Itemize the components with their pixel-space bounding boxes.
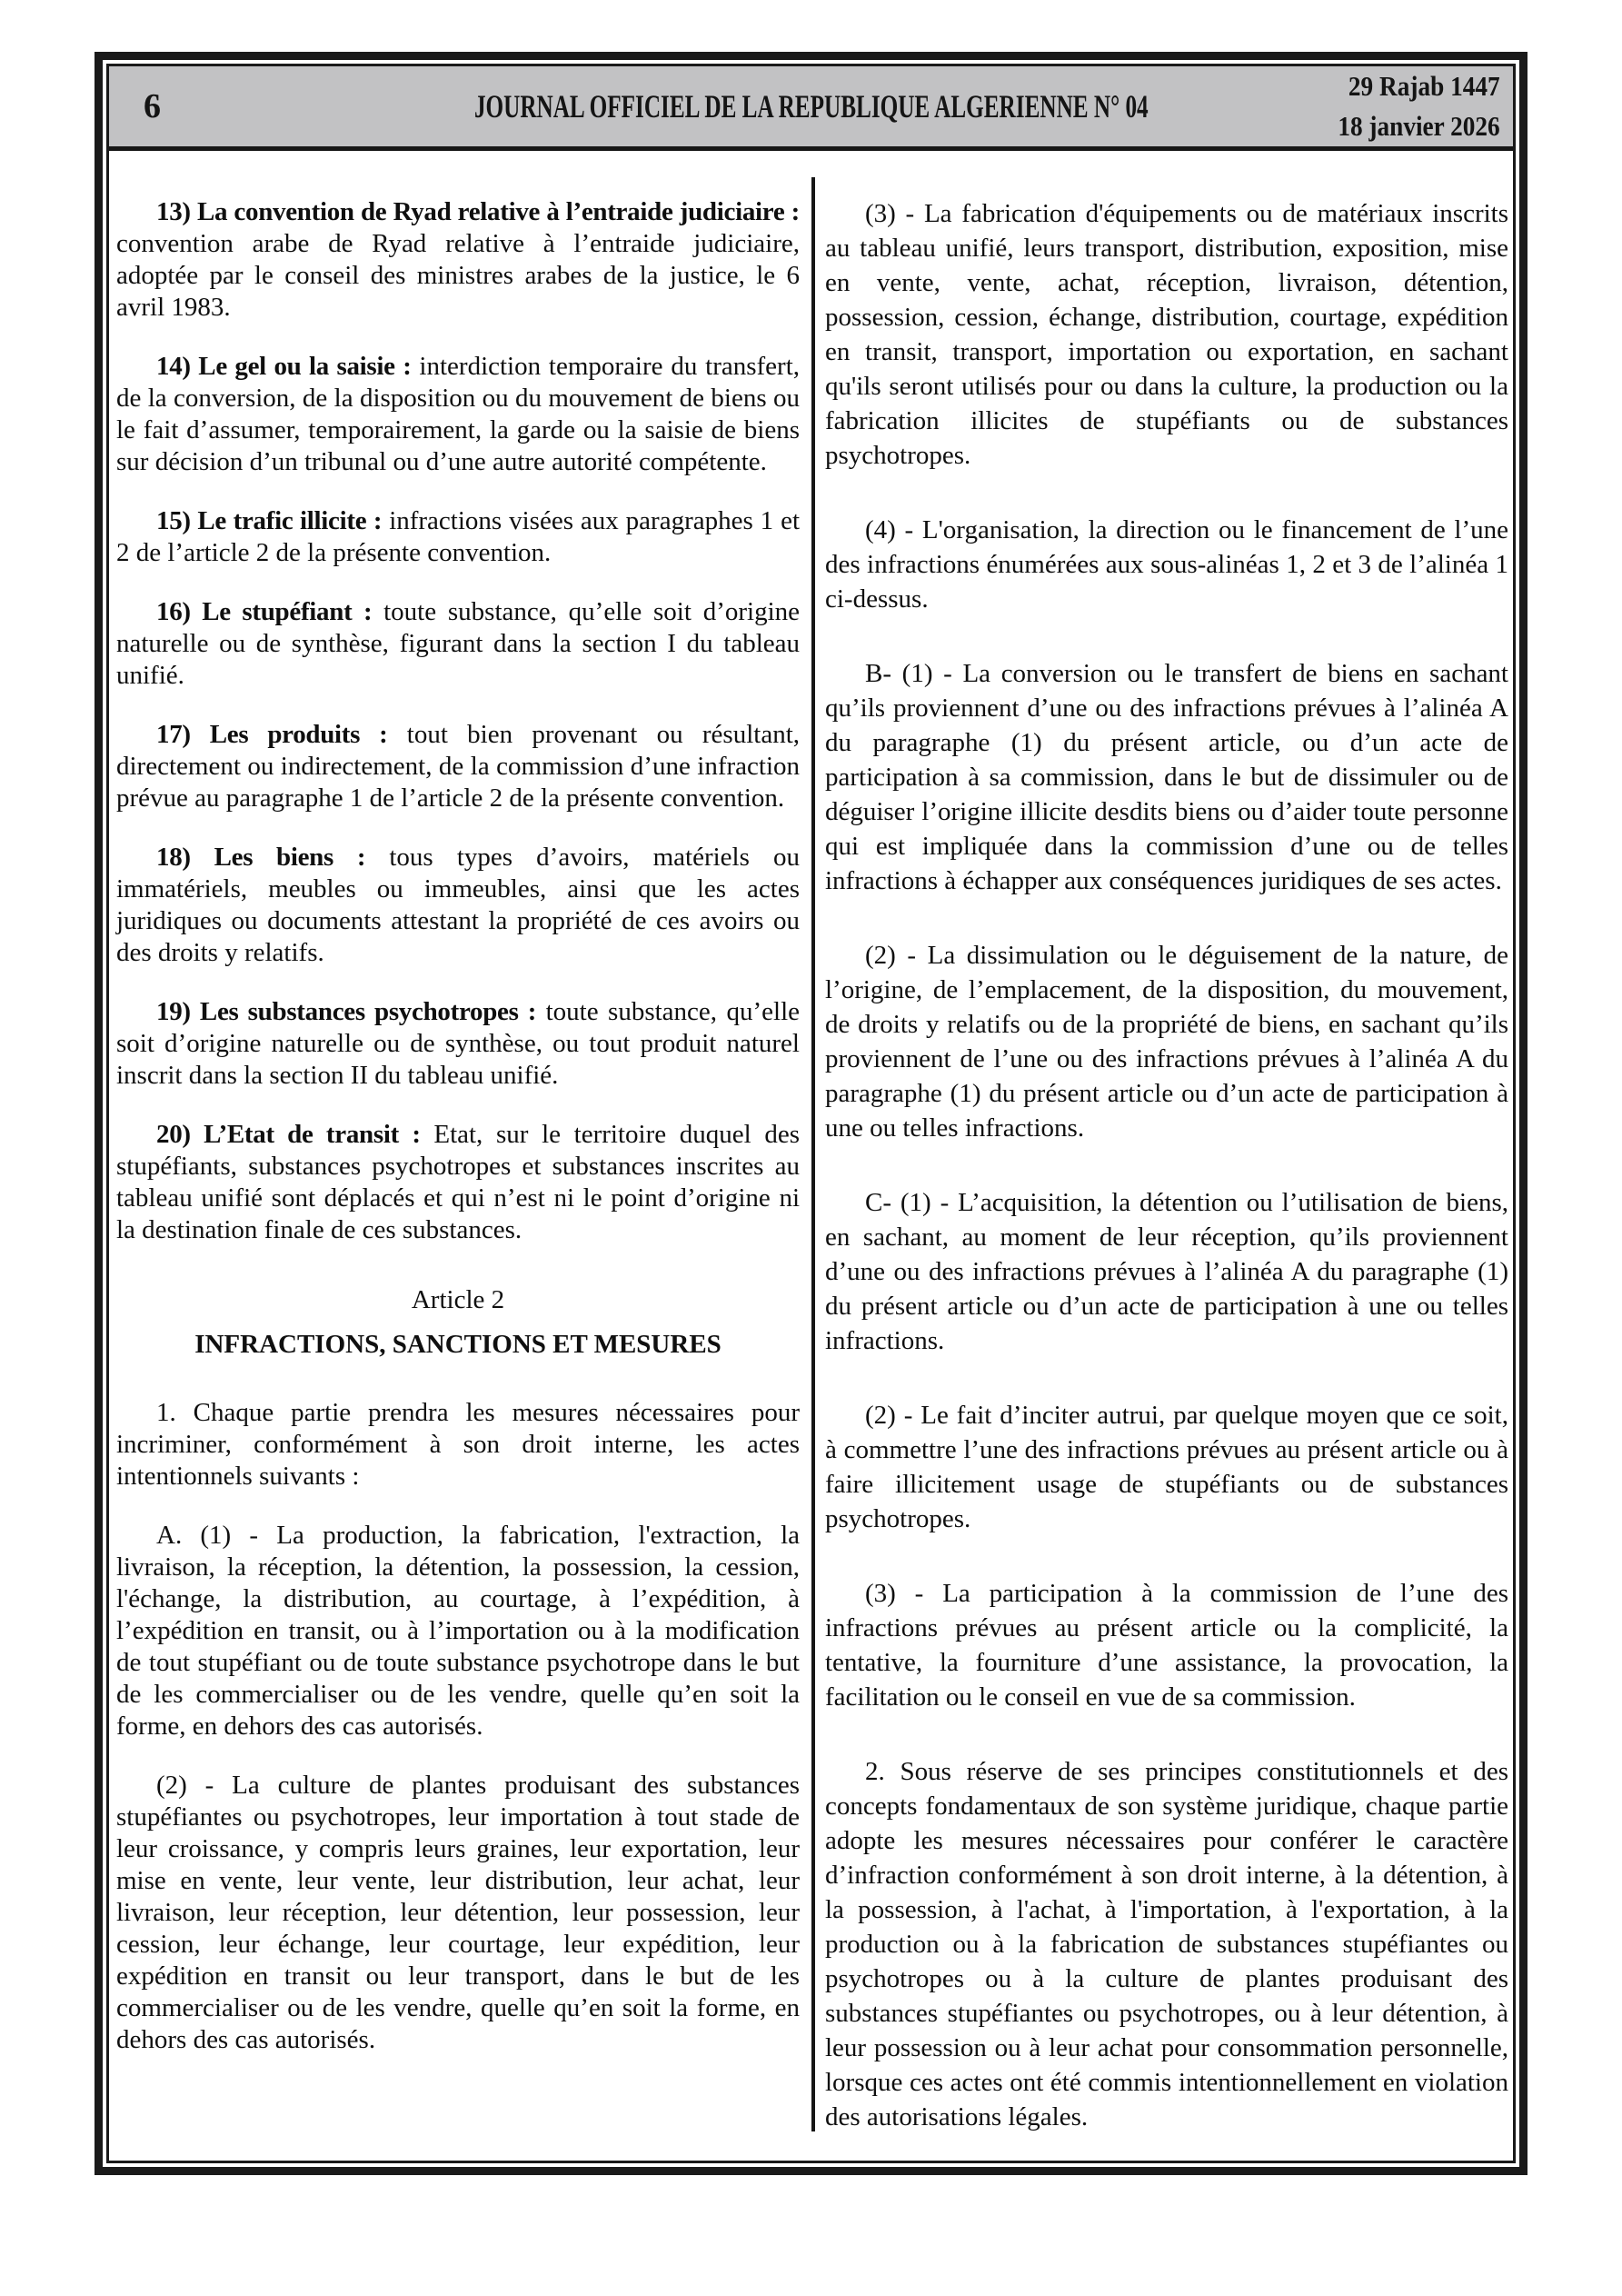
- paragraph: [825, 938, 1508, 1145]
- paragraph-text: INFRACTIONS, SANCTIONS ET MESURES: [194, 1330, 721, 1359]
- paragraph: [116, 596, 800, 692]
- right-column: [825, 196, 1508, 2161]
- paragraph: [116, 842, 800, 969]
- paragraph-lead: 15) Le trafic illicite :: [156, 506, 383, 535]
- page-frame: [95, 52, 1527, 2175]
- masthead: [109, 66, 1513, 151]
- paragraph: [825, 513, 1508, 616]
- paragraph-lead: 13) La convention de Ryad relative à l’entraide judiciaire :: [156, 197, 800, 226]
- paragraph-lead: 17) Les produits :: [156, 720, 388, 749]
- date-hijri: 29 Rajab 1447: [1348, 70, 1500, 102]
- paragraph-text: toute substance, qu’elle soit d’origine naturelle ou de synthèse, ou tout produit naturel inscrit dans la section II du tableau unifié.: [116, 997, 801, 1090]
- paragraph: [116, 1520, 800, 1742]
- date-gregorian: 18 janvier 2026: [1338, 110, 1500, 142]
- paragraph: [116, 719, 800, 814]
- paragraph-text: (2) - La culture de plantes produisant des substances stupéfiantes ou psychotropes, leur importation à tout stade de leur croissance, y compris leurs graines, leur exportation, leur mise en vente, leur vente, leur distribution, leur achat, leur livraison, leur réception, leur détention, leur possession, leur cession, leur échange, leur courtage, leur expédition, leur expédition en transit ou leur transport, dans le but de les commercialiser ou de les vendre, quelle qu’en soit la forme, en dehors des cas autorisés.: [116, 1771, 800, 2054]
- paragraph-text: A. (1) - La production, la fabrication, l'extraction, la livraison, la réception, la détention, la possession, la cession, l'échange, la distribution, au courtage, à l’expédition, à l’expédition en transit, ou à l’importation ou à la modification de tout stupéfiant ou de toute substance psychotrope dans le but de les commercialiser ou de les vendre, quelle qu’en soit la forme, en dehors des cas autorisés.: [116, 1521, 800, 1741]
- paragraph: [116, 196, 800, 324]
- paragraph-text: Article 2: [411, 1285, 505, 1314]
- paragraph: [825, 1576, 1508, 1714]
- paragraph-text: infractions visées aux paragraphes 1 et 2 de l’article 2 de la présente convention.: [116, 506, 800, 567]
- paragraph-text: tous types d’avoirs, matériels ou immatériels, meubles ou immeubles, ainsi que les actes juridiques ou documents attestant la propriété de ces avoirs ou des droits y relatifs.: [116, 843, 801, 967]
- paragraph-text: C- (1) - L’acquisition, la détention ou l’utilisation de biens, en sachant, au moment de leur réception, qu’ils proviennent d’une ou des infractions prévues à l’alinéa A du paragraphe (1) du présent article ou d’un acte de participation à une ou telles infractions.: [825, 1188, 1508, 1355]
- paragraph-text: 1. Chaque partie prendra les mesures nécessaires pour incriminer, conformément à son droit interne, les actes intentionnels suivants :: [116, 1398, 800, 1491]
- paragraph-text: (3) - La participation à la commission de l’une des infractions prévues au présent article ou la complicité, la tentative, la fourniture d’une assistance, la provocation, la facilitation ou le conseil en vue de sa commission.: [825, 1579, 1508, 1712]
- paragraph-text: 2. Sous réserve de ses principes constitutionnels et des concepts fondamentaux de son système juridique, chaque partie adopte les mesures nécessaires pour conférer le caractère d’infraction conformément à son droit interne, à la détention, à la possession, à l'achat, à l'importation, à l'exportation, à la production ou à la fabrication de substances stupéfiantes ou psychotropes ou à la culture de plantes produisant des substances stupéfiantes ou psychotropes, ou à leur détention, à leur possession ou à leur achat pour consommation personnelle, lorsque ces actes ont été commis intentionnellement en violation des autorisations légales.: [825, 1757, 1508, 2131]
- paragraph-text: toute substance, qu’elle soit d’origine naturelle ou de synthèse, figurant dans la section I du tableau unifié.: [116, 597, 800, 690]
- paragraph: [116, 351, 800, 478]
- paragraph-text: Etat, sur le territoire duquel des stupéfiants, substances psychotropes et substances inscrites au tableau unifié sont déplacés et qui n’est ni le point d’origine ni la destination finale de ces substances.: [116, 1120, 800, 1244]
- paragraph-text: (4) - L'organisation, la direction ou le financement de l’une des infractions énumérées aux sous-alinéas 1, 2 et 3 de l’alinéa 1 ci-dessus.: [825, 515, 1508, 614]
- paragraph: [825, 1754, 1508, 2134]
- paragraph: [116, 1397, 800, 1492]
- paragraph: [116, 1770, 800, 2056]
- page-frame-inner: [106, 64, 1516, 2163]
- paragraph: [116, 996, 800, 1092]
- page-number: 6: [144, 87, 161, 125]
- paragraph-lead: 20) L’Etat de transit :: [156, 1120, 421, 1149]
- paragraph-lead: 14) Le gel ou la saisie :: [156, 352, 412, 381]
- paragraph: [825, 1398, 1508, 1536]
- paragraph-text: (2) - Le fait d’inciter autrui, par quelque moyen que ce soit, à commettre l’une des infractions prévues au présent article ou à faire illicitement usage de stupéfiants ou de substances psychotropes.: [825, 1401, 1508, 1533]
- paragraph-lead: 19) Les substances psychotropes :: [156, 997, 537, 1026]
- paragraph-text: (3) - La fabrication d'équipements ou de matériaux inscrits au tableau unifié, leurs transport, distribution, exposition, mise en vente, vente, achat, réception, livraison, détention, possession, cession, échange, distribution, courtage, expédition en transit, transport, importation ou exportation, en sachant qu'ils seront utilisés pour ou dans la culture, la production ou la fabrication illicites de stupéfiants ou de substances psychotropes.: [825, 199, 1508, 470]
- column-divider: [811, 177, 815, 2131]
- paragraph-text: convention arabe de Ryad relative à l’entraide judiciaire, adoptée par le conseil des ministres arabes de la justice, le 6 avril 1983.: [116, 229, 800, 322]
- paragraph-text: tout bien provenant ou résultant, directement ou indirectement, de la commission d’une infraction prévue au paragraphe 1 de l’article 2 de la présente convention.: [116, 720, 801, 813]
- paragraph-text: B- (1) - La conversion ou le transfert de biens en sachant qu’ils proviennent d’une ou des infractions prévues à l’alinéa A du paragraphe (1) du présent article, ou d’un acte de participation à sa commission, dans le but de dissimuler ou de déguiser l’origine illicite desdits biens ou d’aider toute personne qui est impliquée dans la commission d’une ou de telles infractions à échapper aux conséquences juridiques de ses actes.: [825, 659, 1508, 895]
- page-content: [109, 151, 1513, 2161]
- paragraph-text: interdiction temporaire du transfert, de la conversion, de la disposition ou du mouvement de biens ou le fait d’assumer, temporairement, la garde ou la saisie de biens sur décision d’un tribunal ou d’une autre autorité compétente.: [116, 352, 801, 476]
- paragraph: [825, 196, 1508, 473]
- paragraph-lead: 18) Les biens :: [156, 843, 366, 872]
- paragraph: [825, 656, 1508, 898]
- paragraph-lead: 16) Le stupéfiant :: [156, 597, 373, 626]
- paragraph: [825, 1185, 1508, 1358]
- paragraph: [116, 1119, 800, 1246]
- paragraph: [116, 1329, 800, 1361]
- paragraph: [116, 1284, 800, 1316]
- paragraph-text: (2) - La dissimulation ou le déguisement de la nature, de l’origine, de l’emplacement, de la disposition, du mouvement, de droits y relatifs ou de la propriété de biens, en sachant qu’ils proviennent de l’une ou des infractions prévues à l’alinéa A du paragraphe (1) du présent article ou d’un acte de participation à une ou telles infractions.: [825, 941, 1508, 1143]
- paragraph: [116, 505, 800, 569]
- masthead-title-wrap: [109, 87, 1513, 125]
- masthead-dates: [1338, 66, 1500, 146]
- journal-title: JOURNAL OFFICIEL DE LA REPUBLIQUE ALGERIENNE N° 04: [473, 88, 1149, 125]
- left-column: [116, 196, 800, 2083]
